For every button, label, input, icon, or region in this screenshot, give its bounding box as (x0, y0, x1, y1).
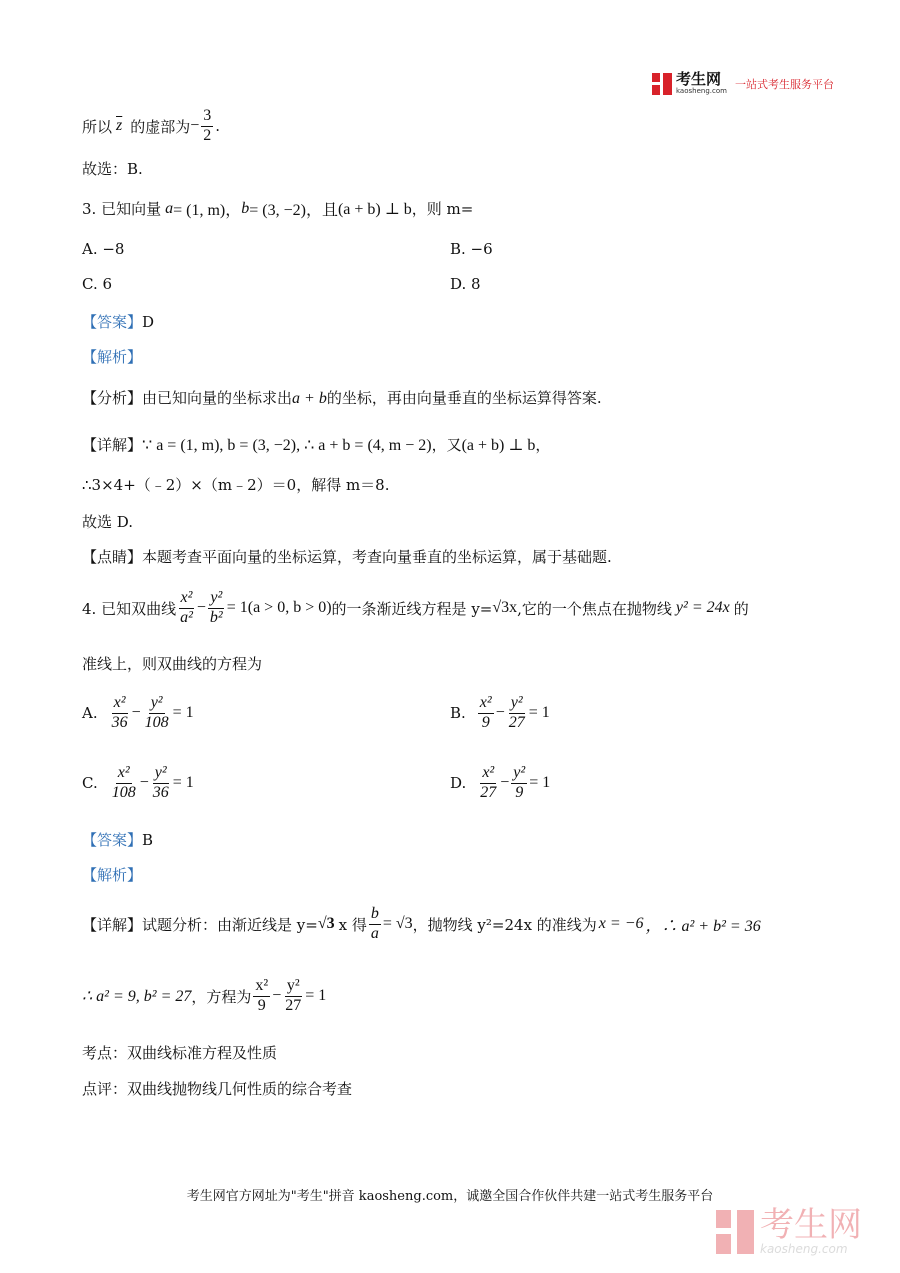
q4-stem-end: 的 (733, 599, 749, 618)
q4-detail-text5: ，∴ a² + b² = 36 (645, 917, 761, 935)
q3-comment-text: 本题考查平面向量的坐标运算，考查向量垂直的坐标运算，属于基础题. (142, 548, 612, 566)
q3-comment (82, 546, 612, 567)
prev-prefix: 所以 (82, 117, 113, 136)
q4-stem-mid2: ,它的一个焦点在抛物线 (517, 599, 672, 618)
q4-hyp-frac-y: $\frac{\text{y²}}{\text{b²}}$ (209, 589, 223, 626)
q4-kaodian: 考点：双曲线标准方程及性质 (82, 1044, 278, 1062)
prev-mid: 的虚部为 (130, 117, 191, 136)
header-logo (652, 72, 834, 95)
q4-line2-text: ∴ a² = 9, b² = 27 (82, 988, 192, 1006)
q4-stem-line2: 准线上，则双曲线的方程为 (82, 655, 263, 673)
watermark-logo-icon (716, 1210, 754, 1254)
q4-stem-mid: 的一条渐近线方程是 y= (331, 599, 493, 618)
prev-fraction: $\frac{3}{2}$ (203, 107, 212, 144)
q4-line2-mid: ，方程为 (191, 987, 252, 1006)
q3-fenxi-text1: 由已知向量的坐标求出 (142, 389, 293, 407)
q4-analysis-tag: 【解析】 (82, 866, 143, 884)
q3-answer-tag: 【答案】 (82, 313, 143, 331)
q4-parabola: y² = 24x (675, 599, 730, 617)
prev-end: . (215, 117, 221, 136)
q3-comment-tag: 【点睛】 (82, 548, 143, 566)
q4-stem-prefix: 4. 已知双曲线 (82, 599, 177, 618)
q4-detail-text1: 试题分析：由渐近线是 y= (142, 915, 318, 934)
q4-detail-tag: 【详解】 (82, 915, 143, 934)
q4-answer-value: B (142, 831, 154, 849)
footer-text: 考生网官方网址为"考生"拼音 kaosheng.com，诚邀全国合作伙伴共建一站式考生服务平台 (186, 1189, 714, 1204)
q4-hyp-frac-x: $\frac{\text{x²}}{\text{a²}}$ (180, 589, 193, 626)
q3-fenxi (82, 387, 602, 408)
q3-fenxi-tag: 【分析】 (82, 389, 143, 407)
q3-analysis-tag: 【解析】 (82, 348, 143, 366)
header-brand: 考生网 (676, 70, 722, 88)
q4-stem: 4. 已知双曲线 $\frac{\text{x²}}{\text{a²}}$ − $\frac{\text{y²}}{\text{b²}}$ = 1(a > 0, b > 0) 的一条渐近线方程是 y= √3x ,它的一个焦点在抛物线 y² = 24x 的 (82, 589, 749, 626)
watermark (716, 1205, 862, 1256)
q3-answer-value: D (142, 313, 155, 331)
q3-detail-tag: 【详解】 (82, 436, 143, 454)
q4-option-d: D. $\frac{\text{x²}}{27}$ − $\frac{\text{y²}}{9}$ = 1 (450, 764, 551, 801)
q4-detail-text4: ，抛物线 y²=24x 的准线为 (412, 915, 597, 934)
q3-answer (82, 311, 154, 332)
q4-option-c: C. $\frac{\text{x²}}{108}$ − $\frac{\text{y²}}{36}$ = 1 (82, 764, 194, 801)
q4-detail-text3: = √3 (382, 915, 413, 933)
q4-hyp-cond: = 1(a > 0, b > 0) (226, 599, 332, 617)
q3-vec-a: a (165, 199, 174, 217)
q4-answer (82, 829, 153, 850)
q4-asymptote: √3x (492, 599, 518, 617)
q3-option-b: B. −6 (450, 240, 493, 258)
q3-detail-end: ， (535, 436, 551, 454)
q3-perp: (a + b) ⊥ b (337, 200, 412, 218)
q4-option-b: B. $\frac{\text{x²}}{9}$ − $\frac{\text{y²}}{27}$ = 1 (450, 694, 550, 731)
q3-option-c: C. 6 (82, 275, 113, 293)
prev-imag-line: 所以 $\overline{z}$ 的虚部为 − $\frac{3}{2}$ . (82, 107, 221, 144)
q3-vec-b: b (241, 199, 250, 217)
prev-choice: 故选：B. (82, 160, 143, 178)
watermark-name: 考生网 (760, 1205, 862, 1245)
q4-detail-text2: x 得 (338, 915, 367, 934)
q3-fenxi-text2: 的坐标，再由向量垂直的坐标运算得答案. (326, 389, 602, 407)
q3-vec-a-val: = (1, m)， (173, 202, 242, 219)
q3-stem (82, 197, 473, 220)
q4-option-a: A. $\frac{\text{x²}}{36}$ − $\frac{\text{y²}}{108}$ = 1 (82, 694, 194, 731)
q3-stem-end: ，则 m= (411, 200, 474, 218)
q4-detail-sqrt3: √3 (317, 915, 335, 933)
q3-detail-mid: ，又 (431, 436, 462, 454)
q3-calc: ∴3×4+（﹣2）×（m﹣2）＝0，解得 m＝8. (82, 476, 390, 494)
watermark-url: kaosheng.com (760, 1242, 848, 1256)
q4-answer-tag: 【答案】 (82, 831, 143, 849)
q3-option-d: D. 8 (450, 275, 481, 293)
q3-detail (82, 434, 550, 455)
q4-detail: 【详解】 试题分析：由渐近线是 y= √3 x 得 $\frac{b}{a}$ = √3 ，抛物线 y²=24x 的准线为 x = −6 ，∴ a² + b² = 36 (82, 905, 761, 942)
q3-detail-expr2: (a + b) ⊥ b (461, 437, 536, 454)
q4-detail-line2: ∴ a² = 9, b² = 27 ，方程为 $\frac{\text{x²}}{9}$ − $\frac{\text{y²}}{27}$ = 1 (82, 977, 327, 1014)
q3-detail-expr: ∵ a = (1, m), b = (3, −2), ∴ a + b = (4, m − 2) (142, 437, 432, 454)
q3-choice: 故选 D. (82, 513, 134, 531)
kaosheng-logo-icon (652, 73, 672, 95)
watermark-text-block (760, 1205, 862, 1256)
header-url: kaosheng.com (676, 87, 727, 95)
q3-vec-b-val: = (3, −2)，且 (249, 202, 338, 219)
q3-stem-prefix: 3. 已知向量 (82, 200, 162, 218)
prev-var: $\overline{z}$ (116, 117, 123, 135)
q3-fenxi-expr: a + b (292, 390, 327, 407)
q4-dianping: 点评：双曲线抛物线几何性质的综合考查 (82, 1080, 353, 1098)
header-slogan: 一站式考生服务平台 (734, 77, 834, 91)
header-brand-block (676, 72, 727, 95)
q4-detail-directrix: x = −6 (598, 915, 644, 933)
q3-option-a: A. −8 (82, 240, 125, 258)
